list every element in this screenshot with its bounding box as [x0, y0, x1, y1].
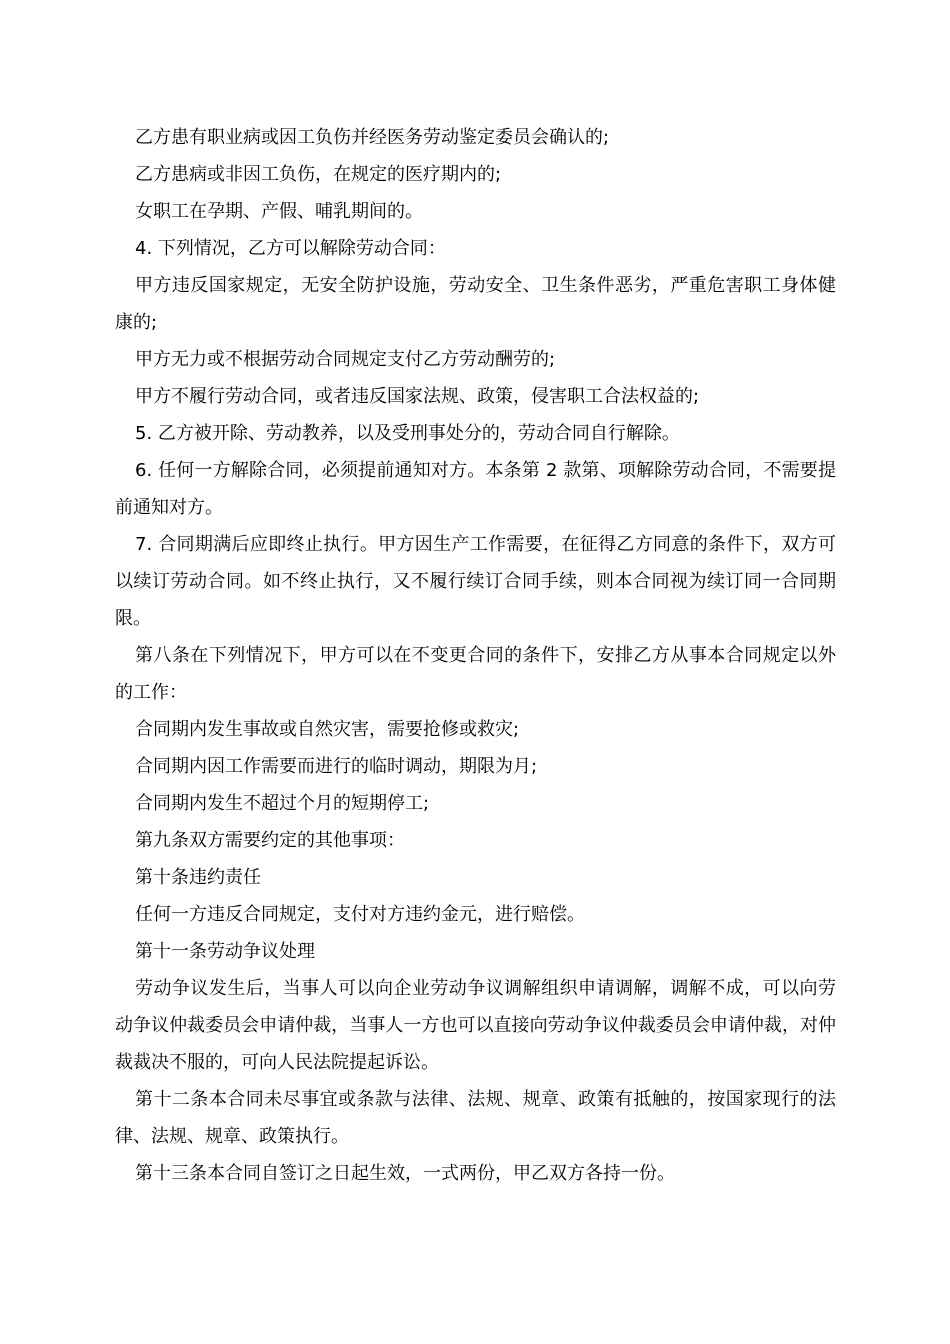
paragraph: 第九条双方需要约定的其他事项：: [135, 830, 405, 851]
paragraph: 6. 任何一方解除合同，必须提前通知对方。本条第 2 款第、项解除劳动合同，不需要提前通知对方。: [115, 460, 836, 518]
paragraph: 乙方患病或非因工负伤，在规定的医疗期内的;: [135, 164, 502, 185]
paragraph: 女职工在孕期、产假、哺乳期间的。: [135, 201, 423, 222]
paragraph: 4. 下列情况，乙方可以解除劳动合同：: [135, 238, 446, 259]
paragraph: 第八条在下列情况下，甲方可以在不变更合同的条件下，安排乙方从事本合同规定以外的工作：: [115, 645, 836, 703]
paragraph: 第十条违约责任: [135, 867, 261, 888]
paragraph: 甲方不履行劳动合同，或者违反国家法规、政策，侵害职工合法权益的;: [135, 386, 700, 407]
paragraph: 5. 乙方被开除、劳动教养，以及受刑事处分的，劳动合同自行解除。: [135, 423, 680, 444]
paragraph: 乙方患有职业病或因工负伤并经医务劳动鉴定委员会确认的;: [135, 127, 610, 148]
paragraph: 第十三条本合同自签订之日起生效，一式两份，甲乙双方各持一份。: [135, 1163, 675, 1184]
paragraph: 劳动争议发生后，当事人可以向企业劳动争议调解组织申请调解，调解不成，可以向劳动争议仲裁委员会申请仲裁，当事人一方也可以直接向劳动争议仲裁委员会申请仲裁，对仲裁裁决不服的，可向人民法院提起诉讼。: [115, 978, 836, 1073]
paragraph: 合同期内因工作需要而进行的临时调动，期限为月;: [135, 756, 538, 777]
paragraph: 合同期内发生事故或自然灾害，需要抢修或救灾;: [135, 719, 520, 740]
paragraph: 甲方无力或不根据劳动合同规定支付乙方劳动酬劳的;: [135, 349, 556, 370]
paragraph: 任何一方违反合同规定，支付对方违约金元，进行赔偿。: [135, 904, 585, 925]
paragraph: 第十一条劳动争议处理: [135, 941, 315, 962]
document-body: [115, 119, 836, 1192]
paragraph: 7. 合同期满后应即终止执行。甲方因生产工作需要，在征得乙方同意的条件下，双方可以续订劳动合同。如不终止执行，又不履行续订合同手续，则本合同视为续订同一合同期限。: [115, 534, 836, 629]
paragraph: 甲方违反国家规定，无安全防护设施，劳动安全、卫生条件恶劣，严重危害职工身体健康的;: [115, 275, 836, 333]
paragraph: 合同期内发生不超过个月的短期停工;: [135, 793, 430, 814]
paragraph: 第十二条本合同未尽事宜或条款与法律、法规、规章、政策有抵触的，按国家现行的法律、法规、规章、政策执行。: [115, 1089, 836, 1147]
